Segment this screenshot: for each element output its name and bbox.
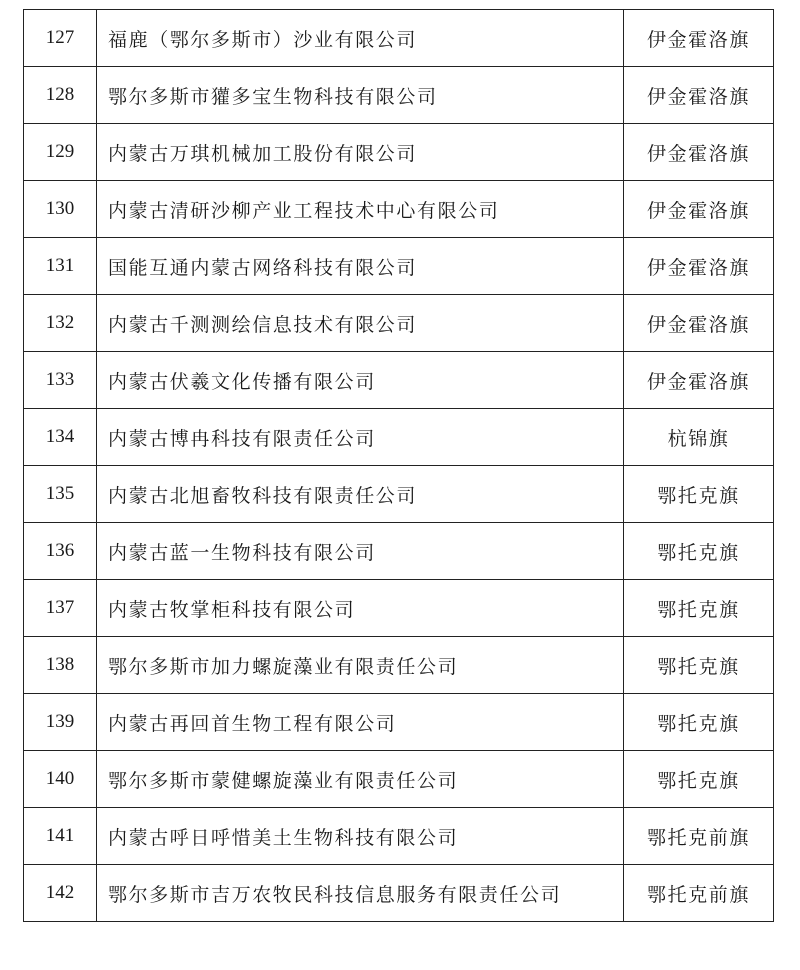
- region-name: 杭锦旗: [624, 409, 774, 466]
- table-row: [24, 238, 774, 295]
- row-number: 132: [24, 295, 97, 352]
- row-number: 139: [24, 694, 97, 751]
- company-name: 内蒙古万琪机械加工股份有限公司: [97, 124, 624, 181]
- row-number: 136: [24, 523, 97, 580]
- table-row: [24, 694, 774, 751]
- company-list-table: [23, 9, 774, 922]
- company-name: 内蒙古蓝一生物科技有限公司: [97, 523, 624, 580]
- table-row: [24, 523, 774, 580]
- company-name: 内蒙古伏羲文化传播有限公司: [97, 352, 624, 409]
- company-name: 鄂尔多斯市獾多宝生物科技有限公司: [97, 67, 624, 124]
- company-name: 鄂尔多斯市吉万农牧民科技信息服务有限责任公司: [97, 865, 624, 922]
- row-number: 131: [24, 238, 97, 295]
- region-name: 鄂托克旗: [624, 694, 774, 751]
- table-row: [24, 124, 774, 181]
- table-row: [24, 352, 774, 409]
- row-number: 140: [24, 751, 97, 808]
- company-name: 福鹿（鄂尔多斯市）沙业有限公司: [97, 10, 624, 67]
- region-name: 鄂托克旗: [624, 523, 774, 580]
- row-number: 130: [24, 181, 97, 238]
- table-body: [24, 10, 774, 922]
- table-row: [24, 409, 774, 466]
- company-name: 内蒙古博冉科技有限责任公司: [97, 409, 624, 466]
- table-row: [24, 181, 774, 238]
- row-number: 137: [24, 580, 97, 637]
- region-name: 鄂托克旗: [624, 751, 774, 808]
- row-number: 133: [24, 352, 97, 409]
- region-name: 伊金霍洛旗: [624, 181, 774, 238]
- row-number: 129: [24, 124, 97, 181]
- company-name: 鄂尔多斯市蒙健螺旋藻业有限责任公司: [97, 751, 624, 808]
- row-number: 127: [24, 10, 97, 67]
- region-name: 鄂托克前旗: [624, 865, 774, 922]
- company-name: 鄂尔多斯市加力螺旋藻业有限责任公司: [97, 637, 624, 694]
- row-number: 142: [24, 865, 97, 922]
- region-name: 伊金霍洛旗: [624, 10, 774, 67]
- table-row: [24, 637, 774, 694]
- table-row: [24, 67, 774, 124]
- region-name: 鄂托克旗: [624, 466, 774, 523]
- company-name: 国能互通内蒙古网络科技有限公司: [97, 238, 624, 295]
- table-row: [24, 580, 774, 637]
- company-name: 内蒙古千测测绘信息技术有限公司: [97, 295, 624, 352]
- region-name: 伊金霍洛旗: [624, 352, 774, 409]
- region-name: 伊金霍洛旗: [624, 295, 774, 352]
- row-number: 141: [24, 808, 97, 865]
- company-name: 内蒙古再回首生物工程有限公司: [97, 694, 624, 751]
- table-row: [24, 10, 774, 67]
- table-row: [24, 295, 774, 352]
- company-name: 内蒙古北旭畜牧科技有限责任公司: [97, 466, 624, 523]
- company-name: 内蒙古清研沙柳产业工程技术中心有限公司: [97, 181, 624, 238]
- row-number: 128: [24, 67, 97, 124]
- region-name: 伊金霍洛旗: [624, 67, 774, 124]
- table-row: [24, 865, 774, 922]
- row-number: 138: [24, 637, 97, 694]
- company-name: 内蒙古牧掌柜科技有限公司: [97, 580, 624, 637]
- region-name: 伊金霍洛旗: [624, 238, 774, 295]
- region-name: 鄂托克前旗: [624, 808, 774, 865]
- company-name: 内蒙古呼日呼惜美土生物科技有限公司: [97, 808, 624, 865]
- region-name: 鄂托克旗: [624, 580, 774, 637]
- region-name: 伊金霍洛旗: [624, 124, 774, 181]
- table-row: [24, 466, 774, 523]
- row-number: 134: [24, 409, 97, 466]
- table-row: [24, 751, 774, 808]
- region-name: 鄂托克旗: [624, 637, 774, 694]
- row-number: 135: [24, 466, 97, 523]
- table-row: [24, 808, 774, 865]
